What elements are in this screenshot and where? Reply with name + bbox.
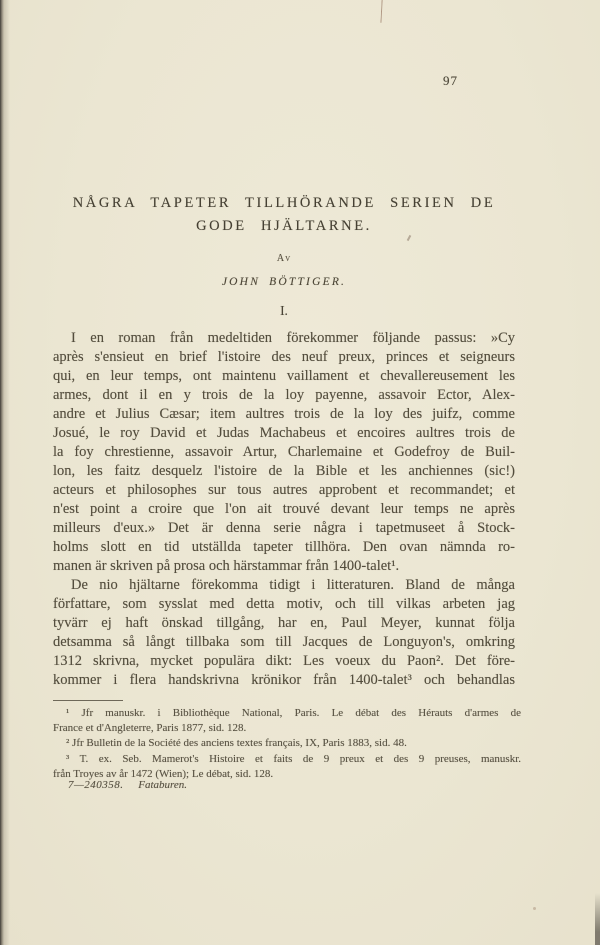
text-line: la foy chrestienne, assavoir Artur, Charlemaine et Godefroy de Buil- [53, 444, 515, 460]
text-line: De nio hjältarne förekomma tidigt i litteraturen. Bland de många [71, 577, 515, 593]
paragraph-1 [53, 329, 515, 576]
footnotes [53, 706, 521, 782]
page-edge-shadow-left [0, 0, 10, 945]
text-line: armes, dont il en y trois de la loy payenne, assavoir Ector, Alex- [53, 387, 515, 403]
text-line: n'est point a croire que l'on ait trouvé devant leur temps ne après [53, 501, 515, 517]
footnote-line: ¹ Jfr manuskr. i Bibliothèque National, Paris. Le débat des Hérauts d'armes de [66, 707, 521, 719]
print-signature: 7—240358. [68, 779, 124, 791]
text-line: 1312 skrivna, mycket populära dikt: Les voeux du Paon². Det före- [53, 653, 515, 669]
text-line: andre et Julius Cæsar; item aultres trois de la loy des juifz, comme [53, 406, 515, 422]
text-line: acteurs et philosophes sur tous autres approbent et recommandet; et [53, 482, 515, 498]
page-number: 97 [443, 73, 458, 88]
text-line: Josué, le roy David et Judas Machabeus et encoires aultres trois de [53, 425, 515, 441]
section-heading: I. [280, 303, 288, 318]
footnote-separator-rule [53, 700, 123, 701]
scan-speck [533, 907, 536, 910]
text-line: lon, les faitz desquelz l'istoire de la Bible et les anchiennes (sic!) [53, 463, 515, 479]
footnote-line: France et d'Angleterre, Paris 1877, sid. 128. [53, 722, 247, 735]
colophon [68, 779, 187, 791]
paragraph-2 [53, 576, 515, 690]
article-title-line1: NÅGRA TAPETER TILLHÖRANDE SERIEN DE [72, 195, 496, 211]
journal-name: Fataburen. [138, 779, 188, 791]
text-line: detsamma så långt tillbaka som till Jacques de Longuyon's, omkring [53, 634, 515, 650]
text-line: författare, som sysslat med detta motiv, och till vilkas arbeten jag [53, 596, 515, 612]
text-line: après s'ensieut en brief l'istoire des neuf preux, princes et seigneurs [53, 349, 515, 365]
page-edge-shadow-right [595, 893, 600, 945]
article-title-line2: GODE HJÄLTARNE. [196, 217, 372, 234]
text-line: milleurs d'eux.» Det är denna serie några i tapetmuseet å Stock- [53, 520, 515, 536]
byline-prefix: Av [276, 253, 292, 264]
footnote-line: ³ T. ex. Seb. Mamerot's Histoire et faits de 9 preux et des 9 preuses, manuskr. [66, 752, 521, 765]
text-line: qui, en leur temps, ont maintenu vaillament et chevallereusement les [53, 368, 515, 384]
text-line: holms slott en tid utställda tapeter tillhöra. Den ovan nämnda ro- [53, 539, 515, 555]
footnote-line: ² Jfr Bulletin de la Société des anciens textes français, IX, Paris 1883, sid. 48. [66, 737, 407, 750]
text-line: tyvärr ej haft önskad tillgång, har en, Paul Meyer, kunnat följa [53, 615, 515, 631]
text-line: manen är skriven på prosa och härstammar från 1400-talet¹. [53, 558, 400, 574]
text-line: I en roman från medeltiden förekommer följande passus: »Cy [71, 330, 515, 346]
text-line: kommer i flera handskrivna krönikor från 1400-talet³ och behandlas [53, 672, 515, 688]
article-title [53, 192, 515, 237]
scan-hair-artifact [380, 0, 385, 23]
author-name: JOHN BÖTTIGER. [221, 276, 347, 288]
footnote-line: från Troyes av år 1472 (Wien); Le débat, sid. 128. [53, 767, 274, 780]
